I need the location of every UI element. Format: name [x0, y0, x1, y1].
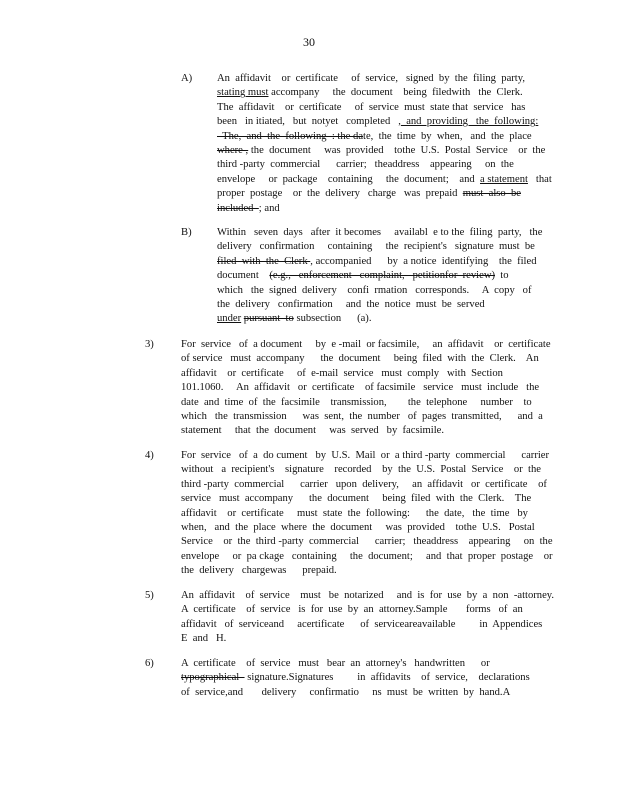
text-segment: ; and: [258, 202, 280, 214]
text-segment: For service of a document by e -mail or facsimile, an affidavit or certificate: [181, 339, 551, 350]
inserted-text: stating must: [217, 87, 269, 99]
text-segment: An affidavit or certificate of service, signed by the filing party,: [217, 73, 526, 84]
deleted-text: included: [217, 202, 259, 214]
text-line: [181, 424, 536, 438]
text-segment: affidavit or certificate of e-mail service must comply with Section: [181, 367, 503, 379]
text-segment: that: [527, 173, 552, 185]
text-segment: The affidavit or certificate of service must state that service has: [217, 101, 526, 113]
text-line: [181, 478, 547, 492]
text-segment: E and H.: [181, 633, 227, 645]
item-5-label: 5): [145, 590, 154, 601]
text-line: [217, 298, 535, 312]
text-segment: third -party commercial carrier upon delivery, an affidavit or certificate of: [181, 478, 547, 490]
text-line: [181, 686, 536, 700]
item-6-text: [181, 657, 536, 700]
text-segment: of service must accompany the document being filed with the Clerk. An: [181, 353, 539, 365]
text-line: [217, 240, 535, 254]
text-segment: A certificate of service must bear an attorney's handwritten or: [181, 658, 490, 669]
deleted-text: must also be: [462, 188, 521, 200]
text-segment: third -party commercial carrier; theaddress appearing on the: [217, 159, 514, 171]
text-segment: accompany the document being filedwith the Clerk.: [268, 87, 523, 99]
item-3-text: [181, 338, 551, 439]
deleted-text: pursuant to: [243, 313, 294, 325]
deleted-text: where ,: [217, 145, 249, 157]
text-line: [181, 535, 553, 549]
inserted-text: under: [217, 313, 242, 325]
item-4-text: [181, 449, 553, 579]
text-line: [181, 589, 555, 603]
text-segment: document: [217, 270, 270, 282]
text-line: [181, 338, 551, 352]
text-line: [181, 410, 543, 424]
text-line: [217, 269, 535, 283]
text-line: [217, 158, 535, 172]
text-line: [181, 550, 553, 564]
text-line: [181, 381, 540, 395]
text-line: [217, 312, 535, 326]
text-segment: envelope or package containing the document; and: [217, 173, 480, 185]
subsection-b-label: B): [181, 227, 192, 238]
item-6-label: 6): [145, 658, 154, 669]
text-segment: been in itiated, but notyet completed ,: [217, 116, 401, 128]
text-line: [181, 396, 536, 410]
text-segment: the document was provided tothe U.S. Postal Service or the: [248, 145, 546, 157]
subsection-a-label: A): [181, 73, 193, 84]
deleted-text: The, and the following : the da: [217, 130, 364, 142]
text-line: [217, 173, 552, 187]
text-segment: Within seven days after it becomes availabl e to the filing party, the: [217, 227, 543, 238]
text-line: [217, 144, 546, 158]
inserted-text: and providing the following:: [400, 116, 539, 128]
text-segment: which the transmission was sent, the number of pages transmitted, and a: [181, 411, 543, 423]
text-segment: A certificate of service is for use by an attorney.Sample forms of an: [181, 604, 523, 616]
text-segment: Service or the third -party commercial carrier; theaddress appearing on the: [181, 536, 553, 548]
text-segment: service must accompany the document being filed with the Clerk. The: [181, 493, 532, 505]
text-line: [217, 86, 535, 100]
text-line: [181, 564, 536, 578]
text-segment: envelope or pa ckage containing the document; and that proper postage or: [181, 550, 553, 562]
text-segment: the delivery confirmation and the notice must be served: [217, 299, 485, 311]
text-line: [181, 671, 536, 685]
text-segment: An affidavit of service must be notarized and is for use by a non -attorney.: [181, 590, 555, 601]
text-segment: which the signed delivery confi rmation corresponds. A copy of: [217, 284, 532, 296]
text-segment: 101.1060. An affidavit or certificate of facsimile service must include the: [181, 382, 540, 394]
text-segment: the delivery chargewas prepaid.: [181, 565, 337, 577]
item-4-label: 4): [145, 450, 154, 461]
text-line: [217, 187, 535, 201]
text-line: [217, 255, 535, 269]
item-3-label: 3): [145, 339, 154, 350]
inserted-text: a statement: [480, 173, 528, 185]
text-segment: te, the time by when, and the place: [363, 130, 532, 142]
text-segment: to: [495, 270, 509, 282]
text-segment: date and time of the facsimile transmission, the telephone number to: [181, 396, 532, 408]
text-segment: of service,and delivery confirmatio ns must be written by hand.A: [181, 686, 511, 698]
text-segment: , accompanied by a notice identifying the filed: [310, 255, 537, 267]
text-segment: when, and the place where the document was provided tothe U.S. Postal: [181, 522, 535, 534]
text-segment: For service of a do cument by U.S. Mail or a third -party commercial carrier: [181, 450, 550, 461]
subsection-b-text: [217, 226, 543, 327]
text-line: [217, 115, 539, 129]
text-line: [181, 463, 541, 477]
text-segment: delivery confirmation containing the recipient's signature must be: [217, 241, 535, 253]
text-segment: without a recipient's signature recorded by the U.S. Postal Service or the: [181, 464, 541, 476]
text-line: [181, 449, 550, 463]
text-segment: statement that the document was served by facsimile.: [181, 425, 445, 437]
text-line: [217, 284, 535, 298]
text-line: [181, 507, 536, 521]
item-5-text: [181, 589, 555, 647]
text-line: [181, 492, 536, 506]
text-segment: proper postage or the delivery charge was prepaid: [217, 188, 463, 200]
text-line: [217, 101, 535, 115]
text-segment: subsection (a).: [293, 313, 372, 325]
deleted-text: typographical: [181, 672, 245, 684]
text-segment: affidavit or certificate must state the following: the date, the time by: [181, 507, 528, 519]
text-line: [181, 657, 536, 671]
text-segment: signature.Signatures in affidavits of service, declarations: [244, 672, 530, 684]
text-line: [217, 226, 543, 240]
subsection-a-text: [217, 72, 552, 216]
text-line: [181, 603, 536, 617]
text-line: [181, 632, 536, 646]
text-line: [217, 202, 535, 216]
text-line: [181, 352, 539, 366]
text-line: [217, 130, 535, 144]
deleted-text: filed with the Clerk: [217, 255, 311, 267]
page-number: 30: [303, 35, 315, 49]
text-line: [181, 618, 543, 632]
text-segment: affidavit of serviceand acertificate of serviceareavailable in Appendices: [181, 618, 543, 630]
text-line: [181, 367, 536, 381]
text-line: [217, 72, 535, 86]
deleted-text: (e.g., enforcement complaint, petitionfor review): [269, 270, 495, 282]
text-line: [181, 521, 536, 535]
